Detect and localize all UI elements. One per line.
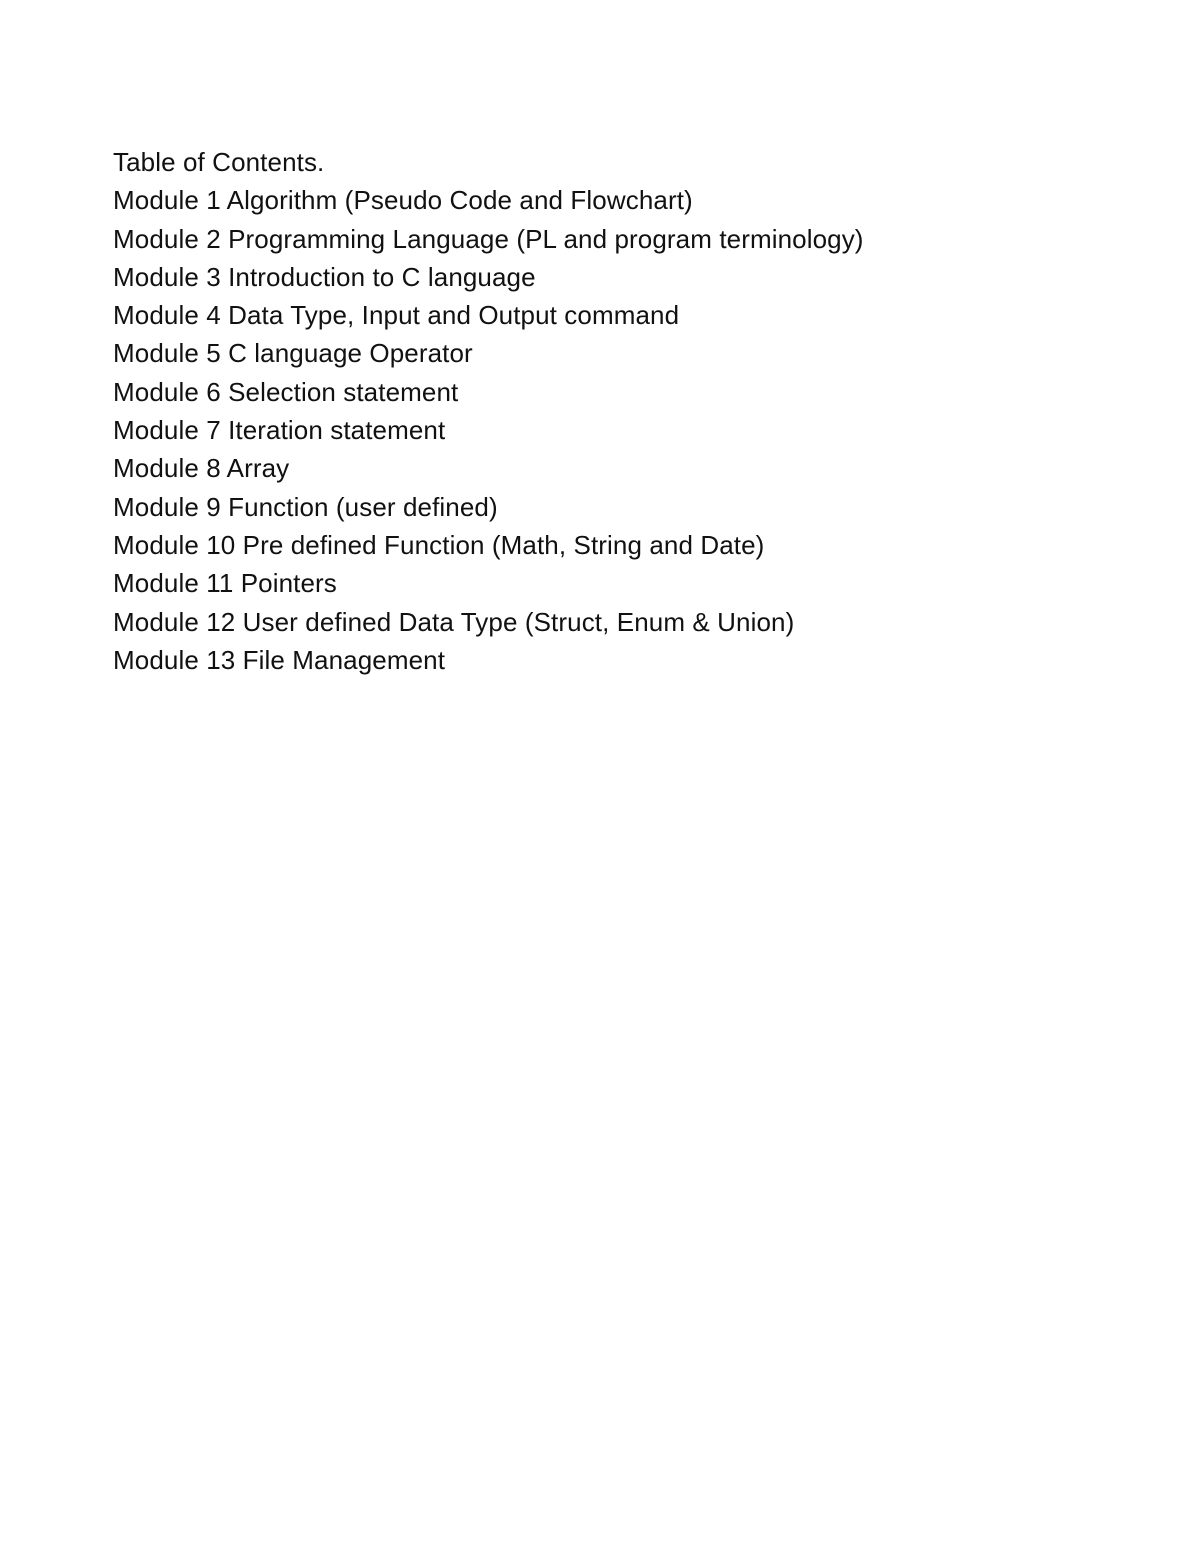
toc-entry-module-3: Module 3 Introduction to C language [113,261,536,292]
toc-entry-module-8: Module 8 Array [113,453,290,484]
toc-title: Table of Contents. [113,147,325,177]
table-of-contents [113,143,1113,679]
toc-entry-module-7: Module 7 Iteration statement [113,415,446,446]
toc-entry-module-1: Module 1 Algorithm (Pseudo Code and Flowchart) [113,185,693,216]
toc-entry-module-2: Module 2 Programming Language (PL and program terminology) [113,223,864,254]
toc-entry-module-12: Module 12 User defined Data Type (Struct, Enum & Union) [113,606,795,637]
toc-entry-module-13: Module 13 File Management [113,644,446,675]
toc-entry-module-6: Module 6 Selection statement [113,376,459,407]
toc-entry-module-5: Module 5 C language Operator [113,338,473,369]
toc-entry-module-4: Module 4 Data Type, Input and Output command [113,300,680,331]
toc-entry-module-9: Module 9 Function (user defined) [113,491,498,522]
toc-entry-module-10: Module 10 Pre defined Function (Math, String and Date) [113,529,765,560]
toc-entry-module-11: Module 11 Pointers [113,568,337,599]
